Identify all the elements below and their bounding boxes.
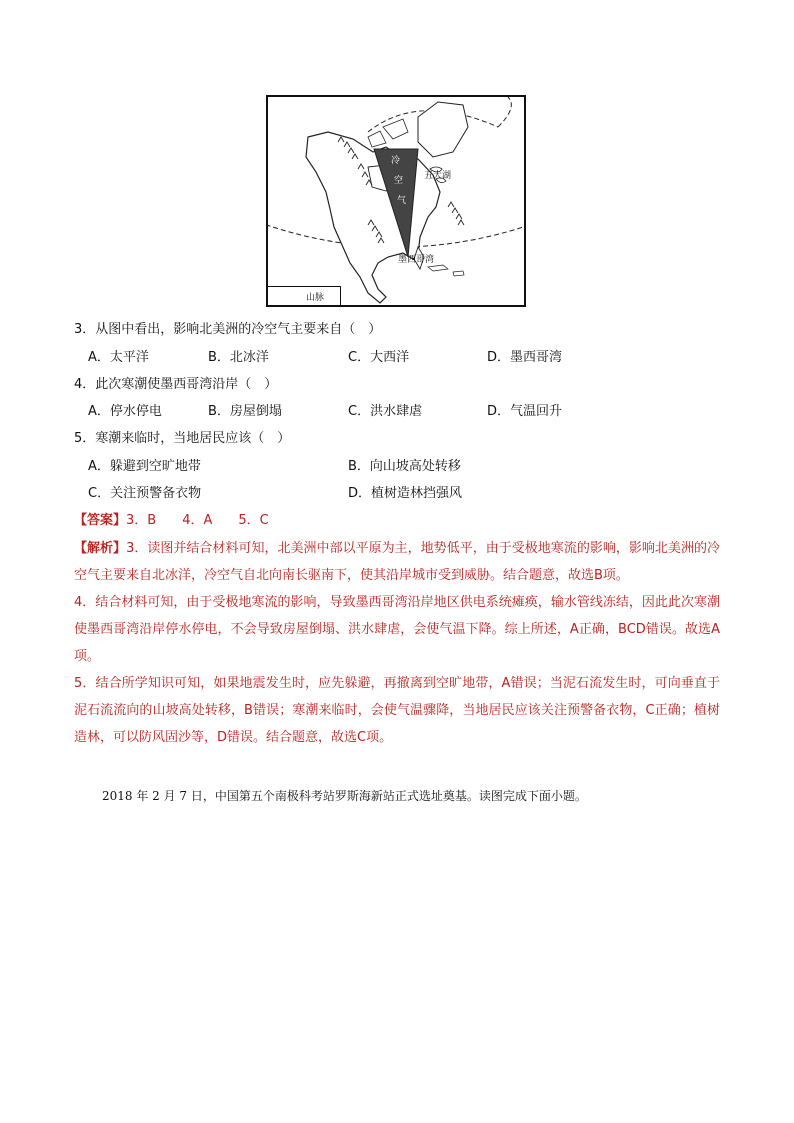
answer-line — [74, 512, 269, 530]
analysis-paragraph-3: 5．结合所学知识可知，如果地震发生时，应先躲避，再撤离到空旷地带，A错误；当泥石流发生时，可向垂直于泥石流流向的山坡高处转移，B错误；寒潮来临时，会使气温骤降，当地居民应该关注预警备衣物，C正确；植树造林，可以防风固沙等，D错误。结合题意，故选C项。 — [74, 676, 720, 745]
gulf-of-mexico-label: 墨西哥湾 — [398, 255, 435, 265]
analysis-tag: 【解析】 — [74, 541, 127, 556]
question-4-stem: 4．此次寒潮使墨西哥湾沿岸（ ） — [74, 377, 278, 392]
q3-option-a: A．太平洋 — [88, 350, 149, 365]
q3-option-c: C．大西洋 — [348, 350, 410, 365]
next-question-intro: 2018 年 2 月 7 日，中国第五个南极科考站罗斯海新站正式选址奠基。读图完成下面小题。 — [102, 789, 587, 803]
q4-option-c: C．洪水肆虐 — [348, 404, 423, 419]
q4-option-a: A．停水停电 — [88, 404, 162, 419]
cold-air-label-2: 空 — [394, 176, 404, 186]
question-5-stem: 5．寒潮来临时，当地居民应该（ ） — [74, 431, 291, 446]
cold-air-label-1: 冷 — [391, 156, 401, 166]
answer-text: 3．B 4．A 5．C — [126, 513, 269, 528]
q4-option-d: D．气温回升 — [487, 404, 563, 419]
q3-option-d: D．墨西哥湾 — [487, 350, 563, 365]
q3-option-b: B．北冰洋 — [208, 350, 269, 365]
q5-option-a: A．躲避到空旷地带 — [88, 459, 201, 474]
north-america-map — [266, 95, 526, 307]
analysis-paragraph-2: 4．结合材料可知，由于受极地寒流的影响，导致墨西哥湾沿岸地区供电系统瘫痪，输水管线冻结，因此此次寒潮使墨西哥湾沿岸停水停电，不会导致房屋倒塌、洪水肆虐，会使气温下降。综上所述，A正确，BCD错误。故选A项。 — [74, 595, 720, 664]
q5-option-d: D．植树造林挡强风 — [348, 486, 463, 501]
q5-option-b: B．向山坡高处转移 — [348, 459, 461, 474]
map-legend — [268, 286, 341, 305]
analysis-text-1: 3．读图并结合材料可知，北美洲中部以平原为主，地势低平，由于受极地寒流的影响，影响北美洲的冷空气主要来自北冰洋，冷空气自北向南长驱南下，使其沿岸城市受到威胁。结合题意，故选B项。 — [74, 541, 720, 583]
great-lakes-label: 五大湖 — [424, 171, 452, 181]
legend-label: 山脉 — [306, 293, 325, 303]
answer-tag: 【答案】 — [74, 513, 127, 528]
analysis — [74, 535, 720, 751]
q5-option-c: C．关注预警备衣物 — [88, 486, 202, 501]
question-3-stem: 3．从图中看出，影响北美洲的冷空气主要来自（ ） — [74, 322, 382, 337]
analysis-paragraph-1 — [74, 535, 720, 589]
q4-option-b: B．房屋倒塌 — [208, 404, 282, 419]
cold-air-label-3: 气 — [397, 196, 407, 206]
